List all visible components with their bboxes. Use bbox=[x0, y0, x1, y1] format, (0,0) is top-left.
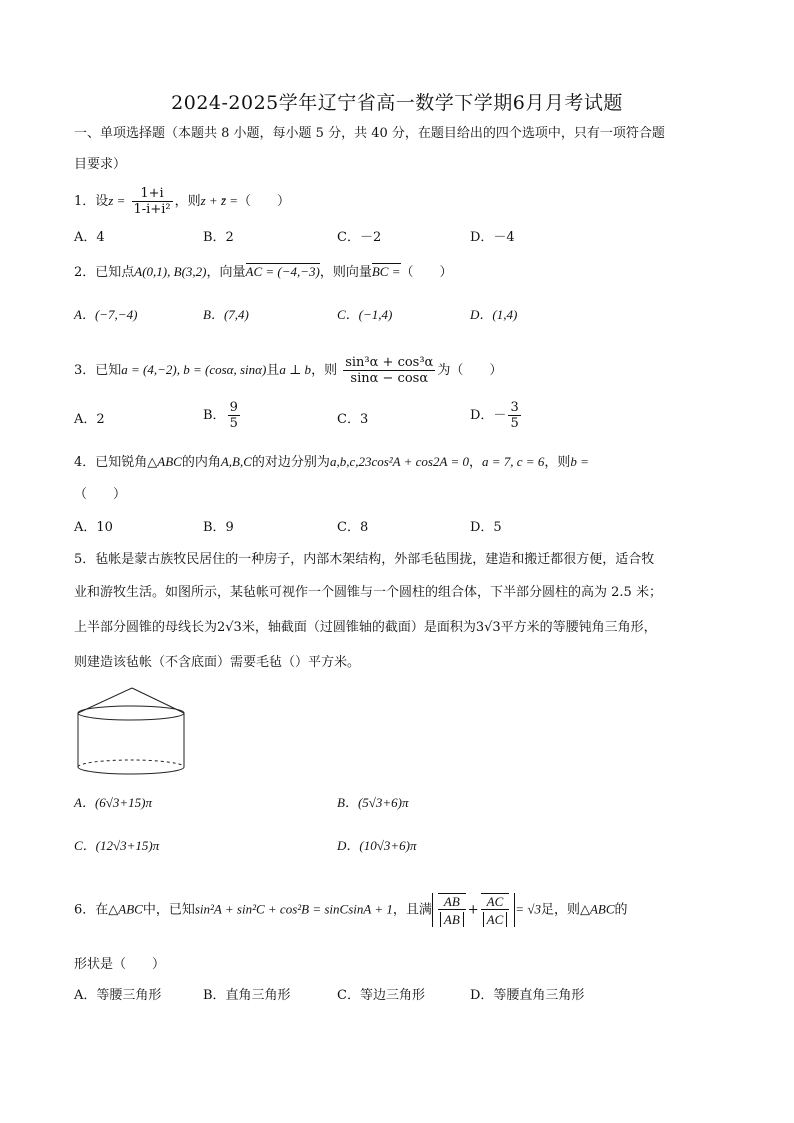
q3-option-d-label: D．－ bbox=[470, 408, 507, 423]
page-title: 2024-2025学年辽宁省高一数学下学期6月月考试题 bbox=[171, 92, 623, 114]
q6-abs-expr bbox=[432, 893, 515, 927]
q6-option-a: A．等腰三角形 bbox=[74, 988, 162, 1003]
q3-prefix: 3．已知 bbox=[74, 363, 122, 378]
q1-tail: （ ） bbox=[238, 194, 291, 209]
q6-frac-ab bbox=[438, 893, 466, 927]
question-3 bbox=[74, 355, 502, 386]
q1-denominator: 1-i+i² bbox=[133, 202, 171, 217]
section-heading-line2: 目要求） bbox=[74, 157, 127, 172]
question-4-line2: （ ） bbox=[74, 487, 127, 502]
q6-plus: + bbox=[467, 902, 479, 918]
q3-option-b-label: B． bbox=[203, 408, 226, 423]
q4-mid2: 的对边分别为 bbox=[251, 455, 330, 470]
q3-mid2: ，则 bbox=[311, 363, 338, 378]
q1-fraction bbox=[132, 186, 173, 217]
q2-option-a: A．(−7,−4) bbox=[74, 307, 138, 322]
q4-vals: a = 7, c = 6 bbox=[482, 454, 545, 469]
q1-option-c: C．－2 bbox=[337, 230, 382, 245]
question-5-line4: 则建造该毡帐（不含底面）需要毛毡（）平方米。 bbox=[74, 655, 361, 670]
q6-mid2: ，且满 bbox=[392, 902, 432, 918]
q6-equation: sin²A + sin²C + cos²B = sinCsinA + 1 bbox=[194, 901, 393, 917]
q3-option-d bbox=[470, 400, 523, 431]
q1-option-a: A．4 bbox=[74, 230, 105, 245]
q3-option-d-fraction bbox=[508, 400, 520, 431]
q4-option-b: B．9 bbox=[203, 520, 234, 535]
question-4-line1 bbox=[74, 452, 589, 473]
question-5-line3: 上半部分圆锥的母线长为2√3米，轴截面（过圆锥轴的截面）是面积为3√3平方米的等腰钝角三角形， bbox=[74, 620, 657, 635]
q6-prefix: 6．在△ bbox=[74, 902, 119, 918]
q6-option-c: C．等边三角形 bbox=[337, 988, 425, 1003]
question-5-line2: 业和游牧生活。如图所示，某毡帐可视作一个圆锥与一个圆柱的组合体，下半部分圆柱的高为 2.5 米； bbox=[74, 585, 662, 600]
q2-option-c: C．(−1,4) bbox=[337, 307, 393, 322]
yurt-figure bbox=[74, 686, 186, 778]
question-6-line1 bbox=[74, 893, 628, 927]
q3-option-a: A．2 bbox=[74, 412, 105, 427]
question-1 bbox=[74, 186, 290, 217]
q1-z-eq: z = bbox=[108, 193, 126, 208]
q5-option-b: B．(5√3+6)π bbox=[337, 795, 409, 810]
q4-mid: 的内角 bbox=[181, 455, 221, 470]
cylinder-bottom-back bbox=[78, 760, 184, 767]
q3-tail: 为（ ） bbox=[437, 363, 503, 378]
q6-option-d: D．等腰直角三角形 bbox=[470, 988, 585, 1003]
q5-option-c: C．(12√3+15)π bbox=[74, 838, 160, 853]
q6-rhs: = √3 bbox=[515, 901, 541, 917]
q3-vectors: a = (4,−2), b = (cosα, sinα) bbox=[121, 362, 267, 377]
q1-numerator: 1+i bbox=[132, 186, 173, 202]
q2-mid: ，向量 bbox=[206, 265, 246, 280]
q6-ac-den bbox=[481, 910, 510, 927]
q5-option-a: A．(6√3+15)π bbox=[74, 795, 153, 810]
q1-expr: z + z̄ = bbox=[200, 193, 239, 208]
q4-b-eq: b = bbox=[570, 454, 589, 469]
question-6-line2: 形状是（ ） bbox=[74, 957, 166, 972]
q2-points: A(0,1), B(3,2) bbox=[134, 264, 207, 279]
q3-fraction bbox=[343, 355, 435, 386]
q3-denominator: sinα − cosα bbox=[350, 371, 429, 386]
question-5-line1: 5．毡帐是蒙古族牧民居住的一种房子，内部木架结构，外部毛毡围拢，建造和搬迁都很方便，适合牧 bbox=[74, 552, 655, 567]
q3-perp: a ⊥ b bbox=[279, 362, 312, 377]
q6-ab-num: AB bbox=[438, 893, 466, 910]
q6-ab-den-text: AB bbox=[440, 912, 464, 927]
q2-vector-ac: AC = (−4,−3) bbox=[245, 264, 320, 279]
q2-option-d: D．(1,4) bbox=[470, 307, 518, 322]
q6-abc: ABC bbox=[118, 901, 143, 917]
yurt-cone bbox=[78, 688, 184, 713]
q3-numerator: sin³α + cos³α bbox=[345, 355, 434, 370]
q1-mid: ，则 bbox=[174, 194, 201, 209]
q6-mid: 中，已知 bbox=[142, 902, 195, 918]
cylinder-bottom-front bbox=[78, 767, 184, 774]
q2-vector-bc: BC = bbox=[371, 264, 401, 279]
q4-mid3: ， bbox=[468, 455, 482, 470]
q4-end: ，则 bbox=[544, 455, 571, 470]
q3-option-d-den: 5 bbox=[510, 416, 519, 431]
q4-sides-eq: a,b,c,23cos²A + cos2A = 0 bbox=[329, 454, 469, 469]
q6-ac-den-text: AC bbox=[483, 912, 508, 927]
q3-option-b-den: 5 bbox=[229, 416, 238, 431]
q3-option-b bbox=[203, 400, 242, 431]
q4-angles: A,B,C bbox=[220, 454, 252, 469]
q1-prefix: 1．设 bbox=[74, 194, 109, 209]
q4-prefix: 4．已知锐角△ bbox=[74, 455, 158, 470]
section-heading-line1: 一、单项选择题（本题共 8 小题，每小题 5 分，共 40 分，在题目给出的四个选项中，只有一项符合题 bbox=[74, 126, 665, 141]
q4-option-c: C．8 bbox=[337, 520, 369, 535]
cylinder-top-ellipse bbox=[78, 706, 184, 720]
q5-option-d: D．(10√3+6)π bbox=[337, 838, 417, 853]
q2-mid2: ，则向量 bbox=[319, 265, 372, 280]
q6-abc2: ABC bbox=[589, 901, 615, 917]
q4-abc: ABC bbox=[157, 454, 182, 469]
q1-option-d: D．－4 bbox=[470, 230, 515, 245]
q6-frac-ac bbox=[481, 893, 510, 927]
q3-mid: 且 bbox=[266, 363, 280, 378]
q2-option-b: B．(7,4) bbox=[203, 307, 249, 322]
q2-tail: （ ） bbox=[400, 265, 453, 280]
q6-ac-num: AC bbox=[481, 893, 510, 910]
q1-option-b: B．2 bbox=[203, 230, 234, 245]
q6-ab-den bbox=[438, 910, 466, 927]
q2-prefix: 2．已知点 bbox=[74, 265, 135, 280]
q3-option-b-fraction bbox=[228, 400, 240, 431]
q6-end: 的 bbox=[614, 902, 628, 918]
q3-option-b-num: 9 bbox=[229, 400, 238, 415]
q6-mid3: 足，则△ bbox=[540, 902, 590, 918]
question-2 bbox=[74, 262, 453, 283]
q3-option-c: C．3 bbox=[337, 412, 369, 427]
q4-option-a: A．10 bbox=[74, 520, 113, 535]
q6-option-b: B．直角三角形 bbox=[203, 988, 291, 1003]
q3-option-d-num: 3 bbox=[510, 400, 519, 415]
q4-option-d: D．5 bbox=[470, 520, 502, 535]
